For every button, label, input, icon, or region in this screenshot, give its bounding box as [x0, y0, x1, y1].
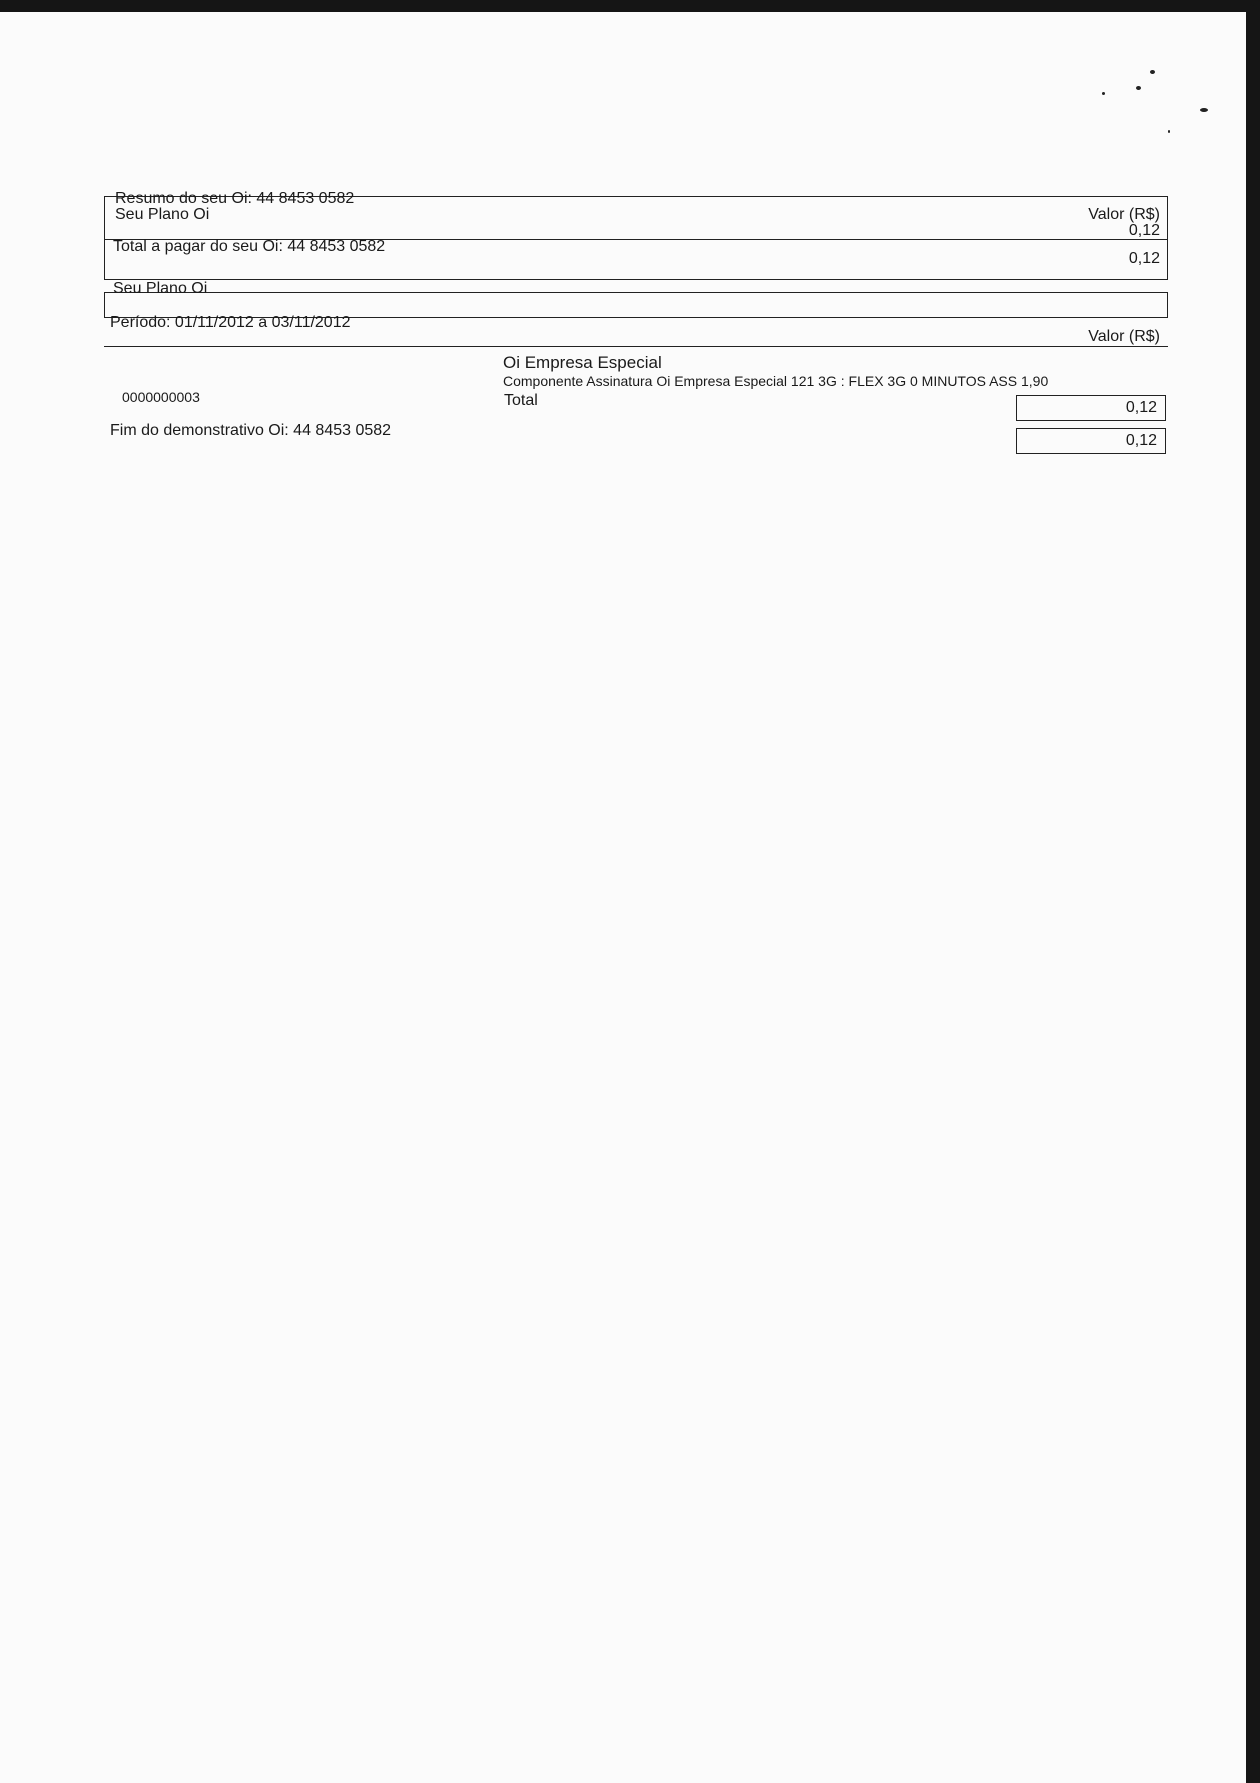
component-description: Componente Assinatura Oi Empresa Especial 121 3G : FLEX 3G 0 MINUTOS ASS 1,90 [503, 373, 1049, 389]
plan-total-label: Total [504, 392, 538, 409]
scan-speck [1200, 108, 1208, 112]
period-divider [104, 346, 1168, 347]
plan-value-header: Valor (R$) [1088, 328, 1160, 345]
summary-value-header: Valor (R$) [1088, 206, 1160, 223]
scan-border-top [0, 0, 1260, 12]
scan-speck [1150, 70, 1155, 74]
statement-page [0, 12, 1246, 1783]
plan-section-title: Seu Plano Oi [113, 280, 208, 297]
period-label: Período: 01/11/2012 a 03/11/2012 [110, 314, 351, 331]
summary-title: Resumo do seu Oi: 44 8453 0582 [115, 190, 355, 207]
summary-total-value: 0,12 [1128, 250, 1160, 267]
plan-total-value: 0,12 [1016, 395, 1166, 421]
scan-border-right [1246, 0, 1260, 1783]
line-id: 0000000003 [122, 389, 200, 405]
scan-speck [1168, 130, 1170, 133]
end-of-statement-label: Fim do demonstrativo Oi: 44 8453 0582 [110, 422, 392, 439]
scan-speck [1136, 86, 1141, 90]
summary-plan-label: Seu Plano Oi [115, 206, 210, 223]
summary-total-label: Total a pagar do seu Oi: 44 8453 0582 [113, 238, 386, 255]
end-of-statement-value: 0,12 [1016, 428, 1166, 454]
scan-speck [1102, 92, 1105, 95]
summary-plan-value: 0,12 [1128, 222, 1160, 239]
plan-name: Oi Empresa Especial [503, 353, 662, 372]
